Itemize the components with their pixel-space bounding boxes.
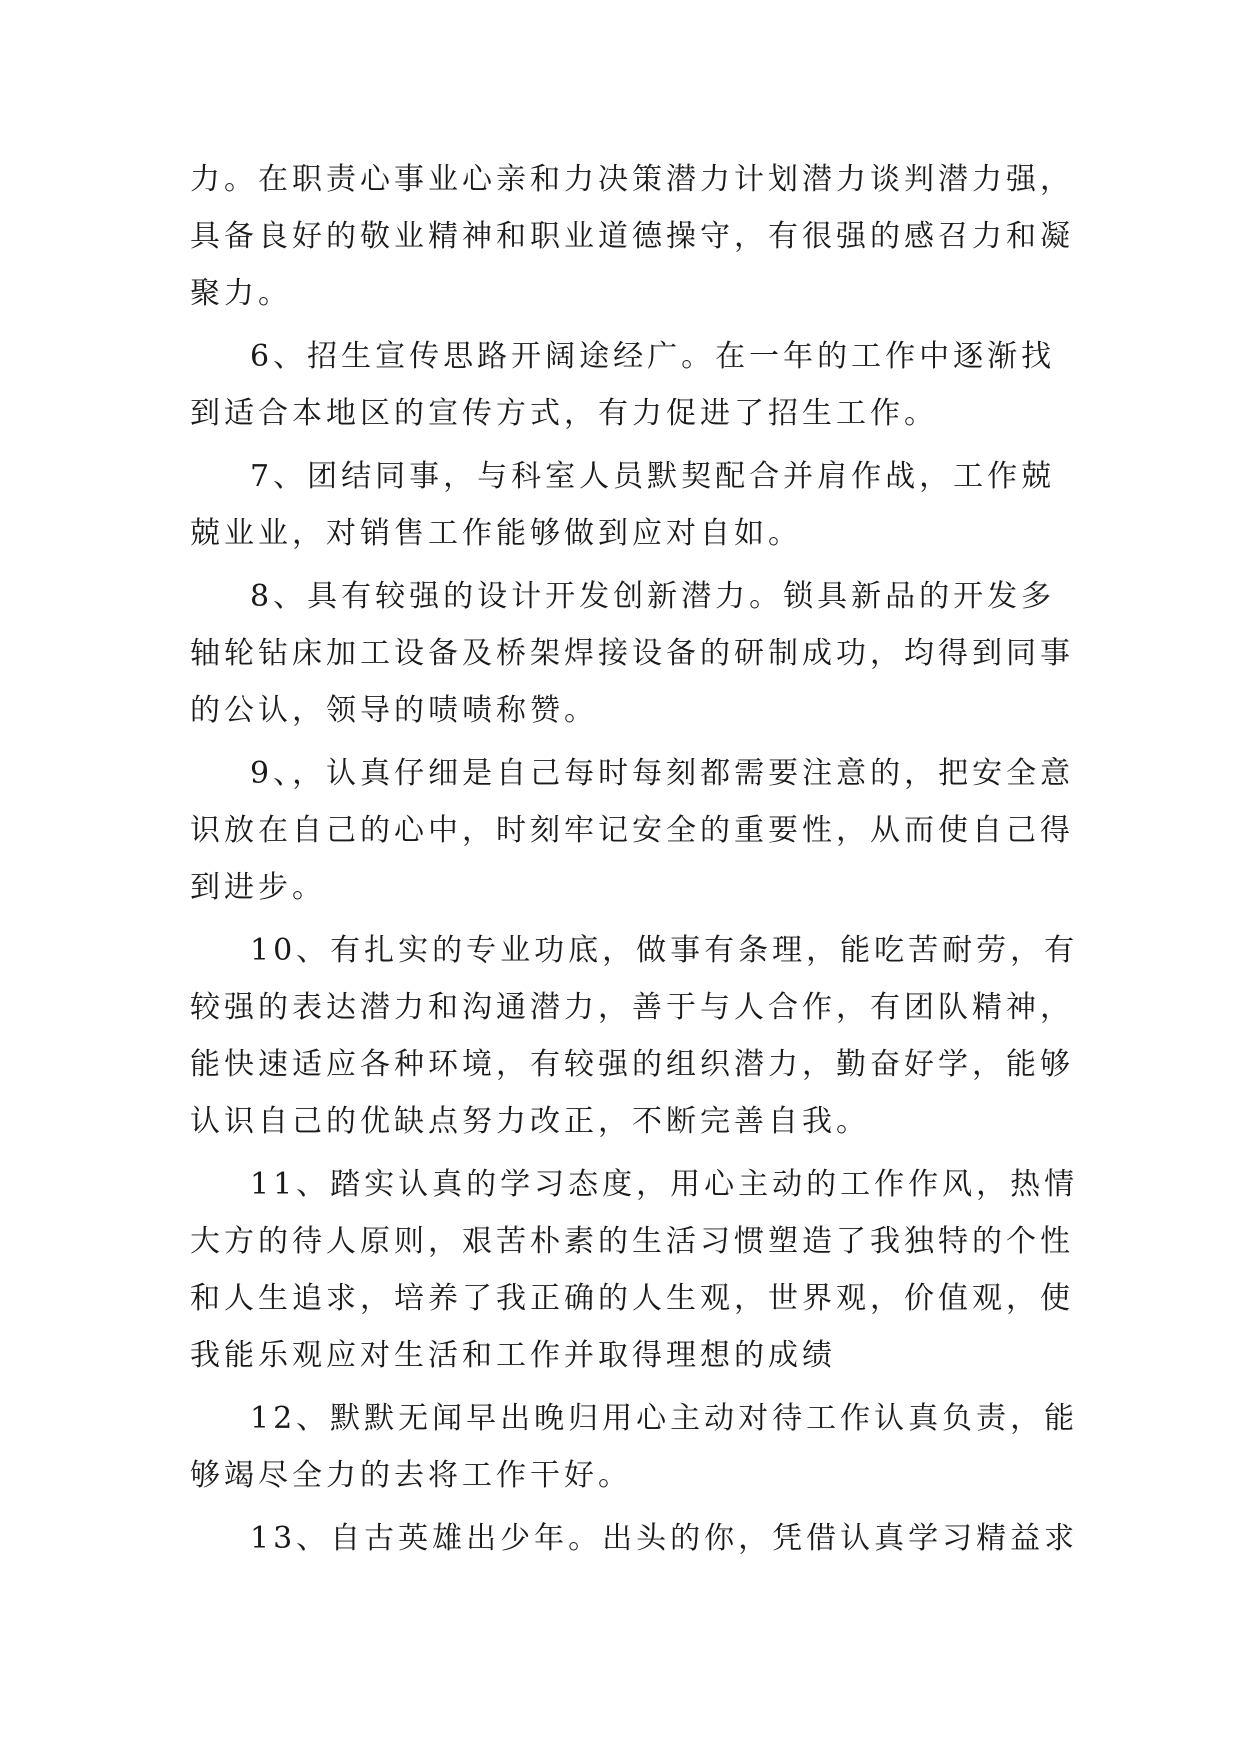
- text-line: 的公认，领导的啧啧称赞。: [190, 693, 598, 728]
- text-line: 8、具有较强的设计开发创新潜力。锁具新品的开发多: [250, 579, 1056, 614]
- text-line: 6、招生宣传思路开阔途经广。在一年的工作中逐渐找: [250, 339, 1056, 374]
- text-line: 13、自古英雄出少年。出头的你，凭借认真学习精益求: [250, 1521, 1079, 1556]
- text-line: 聚力。: [190, 276, 292, 311]
- text-line: 到进步。: [190, 870, 326, 905]
- text-line: 我能乐观应对生活和工作并取得理想的成绩: [190, 1338, 836, 1373]
- text-line: 11、踏实认真的学习态度，用心主动的工作作风，热情: [250, 1167, 1079, 1202]
- text-line: 识放在自己的心中，时刻牢记安全的重要性，从而使自己得: [190, 813, 1074, 848]
- text-line: 大方的待人原则，艰苦朴素的生活习惯塑造了我独特的个性: [190, 1224, 1074, 1259]
- text-line: 具备良好的敬业精神和职业道德操守，有很强的感召力和凝: [190, 219, 1074, 254]
- text-line: 认识自己的优缺点努力改正，不断完善自我。: [190, 1104, 870, 1139]
- text-line: 和人生追求，培养了我正确的人生观，世界观，价值观，使: [190, 1281, 1074, 1316]
- text-line: 兢业业，对销售工作能够做到应对自如。: [190, 516, 802, 551]
- text-line: 轴轮钻床加工设备及桥架焊接设备的研制成功，均得到同事: [190, 636, 1074, 671]
- text-line: 能快速适应各种环境，有较强的组织潜力，勤奋好学，能够: [190, 1047, 1074, 1082]
- text-line: 较强的表达潜力和沟通潜力，善于与人合作，有团队精神，: [190, 990, 1074, 1025]
- text-line: 到适合本地区的宣传方式，有力促进了招生工作。: [190, 396, 938, 431]
- text-line: 力。在职责心事业心亲和力决策潜力计划潜力谈判潜力强，: [190, 162, 1074, 197]
- text-line: 9、，认真仔细是自己每时每刻都需要注意的，把安全意: [250, 756, 1075, 791]
- text-line: 7、团结同事，与科室人员默契配合并肩作战，工作兢: [250, 459, 1056, 494]
- text-line: 12、默默无闻早出晚归用心主动对待工作认真负责，能: [250, 1401, 1079, 1436]
- text-line: 10、有扎实的专业功底，做事有条理，能吃苦耐劳，有: [250, 933, 1079, 968]
- text-line: 够竭尽全力的去将工作干好。: [190, 1458, 632, 1493]
